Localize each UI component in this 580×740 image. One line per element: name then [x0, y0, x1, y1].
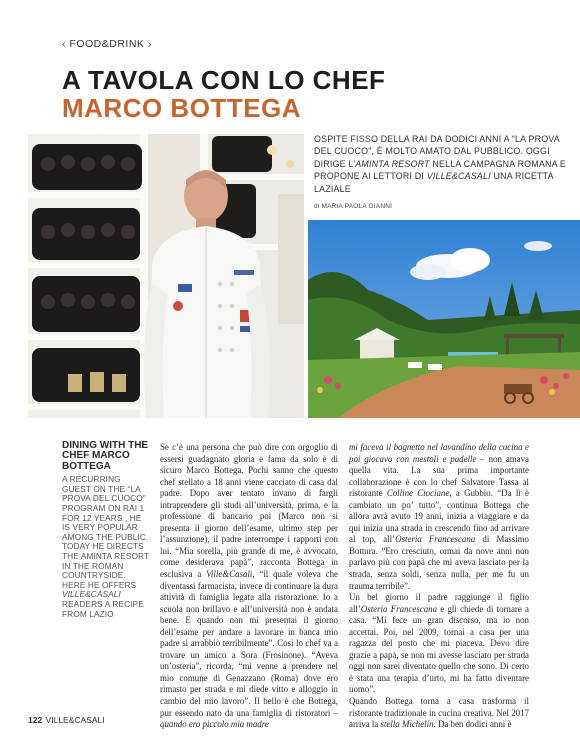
- body-text: , “il quale voleva che diventassi farmacista, invece di continuare la dura attività di famiglia legata alla ristorazione. Io a scuola non brillavo e all’università non è andata bene. E quando non mi presentai il giorno dell’esame per andare a lavorare in banca mio padre si arrabbiò terribilmente”. Così lo chef va a trovare un amico a Sora (Frosinone). “Aveva un’osteria”, ricorda, “mi venne a prendere nel mio comune di Genazzano (Roma) dove ero rimasto per strada e mi diede vitto e alloggio in cambio del mio lavoro”. Il bello è che Bottega, pur essendo nato da una famiglia di ristoratori –: [160, 569, 338, 718]
- article-title-line-1: A TAVOLA CON LO CHEF: [62, 65, 386, 95]
- article-title-line-2: MARCO BOTTEGA: [62, 93, 302, 123]
- page-folio: [28, 715, 105, 725]
- article-standfirst: [314, 133, 574, 195]
- body-magazine-name: Ville&Casali: [206, 569, 253, 580]
- sidebar-text-1: A RECURRING GUEST ON THE “LA PROVA DEL CUOCO” PROGRAM ON RAI 1 FOR 12 YEARS , HE IS VERY POPULAR AMONG THE PUBLIC. TODAY HE DIRECTS THE AMINTA RESORT IN THE ROMAN COUNTRYSIDE. HERE HE OFFERS: [62, 474, 149, 590]
- standfirst-text-3: UNA RICETTA LAZIALE: [314, 171, 554, 194]
- body-restaurant-name: Osteria Francescana: [360, 603, 438, 614]
- section-tag: ‹ FOOD&DRINK ›: [62, 38, 152, 50]
- body-quote: quando ero piccolo mia madre: [160, 719, 269, 730]
- body-paragraph: [160, 442, 338, 731]
- standfirst-magazine-name: VILLE&CASALI: [426, 171, 491, 182]
- english-summary-sidebar: [62, 441, 150, 619]
- body-text: e gli chiede di tornare a casa. “Mi fece un gran discorso, ma io non accettai. Poi, nel 2009, tornai a casa per una ragazza del posto che mi piaceva. Devo dire grazie a papà, se non mi avesse lasciato per strada oggi non sarei diventato quello che sono. Di certo è stata una terapia d’urto, mi ha fatto diventare uomo”.: [349, 603, 529, 695]
- page-number: 122: [28, 715, 43, 725]
- body-text: Quando Bottega torna a casa trasforma il ristorante tradizionale in cucina creativa. Nel 2017 arriva la: [349, 696, 529, 730]
- body-paragraph: [349, 592, 529, 696]
- sidebar-title: DINING WITH THE CHEF MARCO BOTTEGA: [62, 440, 149, 472]
- body-restaurant-name: Colline Ciociane: [386, 488, 450, 499]
- standfirst-text-1: OSPITE FISSO DELLA RAI DA DODICI ANNI A “LA PROVA DEL CUOCO”, È MOLTO AMATO DAL PUBBLICO. OGGI DIRIGE L’: [314, 134, 560, 169]
- chef-photo: [28, 134, 304, 418]
- body-restaurant-name: Osteria Francescana: [395, 534, 476, 545]
- body-text: – non amava quella vita. La sua prima importante collaborazione è con lo chef Salvatore Tassa al ristorante: [349, 453, 529, 499]
- body-column-1: [160, 442, 338, 731]
- body-text: Un bel giorno il padre raggiunge il figlio all’: [349, 592, 529, 614]
- standfirst-text-2: NELLA CAMPAGNA ROMANA E PROPONE AI LETTORI DI: [314, 158, 567, 182]
- body-award-name: stella Michelin: [380, 719, 434, 730]
- body-text: Se c’è una persona che può dire con orgoglio di essersi guadagnato gloria e fama da solo è di sicuro Marco Bottega. Pochi sanno che questo chef stellato a 18 anni viene cacciato di casa dal padre. Dopo aver tentato invano di fargli intraprendere gli studi all’università, prima, e la professione di bancario poi (Marco non si presenta il giorno dell’esame, ultimo step per l’assunzione), il padre interrompe i rapporti con lui. “Mia sorella, più grande di me, è avvocato, come desiderava papà”, racconta Bottega in esclusiva a: [160, 442, 338, 580]
- body-text: di Massimo Bottura. “Ero cresciuto, ormai da nove anni non parlavo più con papà che mi aveva lasciato per la strada, senza soldi, senza nulla, per me fu un trauma terribile”.: [349, 534, 529, 591]
- byline: di MARIA PAOLA GIANNI: [314, 203, 393, 210]
- resort-garden-photo: [308, 220, 580, 418]
- body-paragraph: [349, 696, 529, 731]
- body-text: , a Gubbio. “Da lì è cambiato un po’ tutto”, continua Bottega che allora avrà avuto 19 anni, inizia a viaggiare e da qui inizia una strada in crescendo fino ad arrivare al top, all’: [349, 488, 529, 545]
- sidebar-magazine-name: VILLE&CASALI: [62, 589, 121, 600]
- body-column-2: [349, 442, 529, 731]
- sidebar-text: [62, 475, 150, 619]
- body-quote: mi faceva il bagnetto nel lavandino della cucina e poi giocavo con mestoli e padelle: [349, 442, 529, 464]
- standfirst-resort-name: AMINTA RESORT: [355, 158, 430, 169]
- body-paragraph: [349, 442, 529, 592]
- sidebar-text-2: READERS A RECIPE FROM LAZIO: [62, 598, 144, 619]
- magazine-name: VILLE&CASALI: [45, 715, 105, 725]
- body-text: . Da ben dodici anni è: [433, 719, 512, 730]
